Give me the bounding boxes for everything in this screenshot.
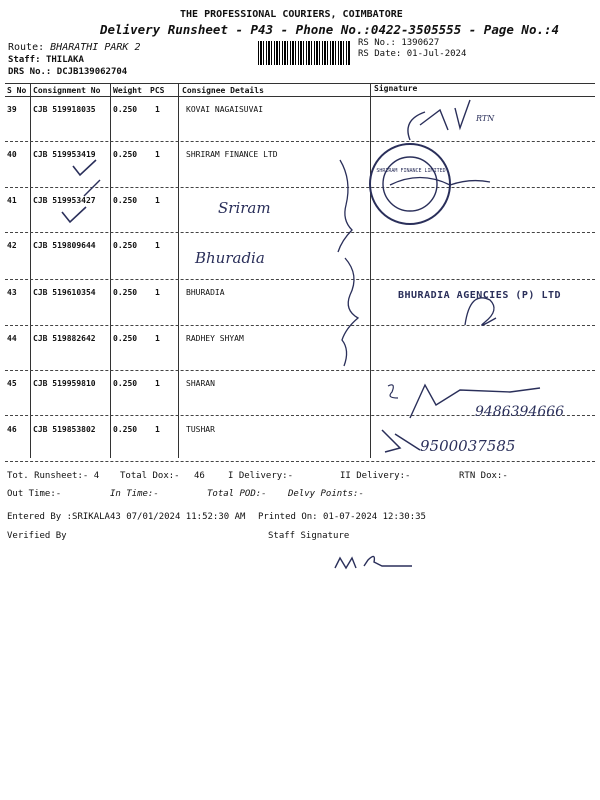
cell-consignee: TUSHAR [186, 425, 215, 434]
route-value: BHARATHI PARK 2 [50, 42, 141, 53]
total-dox-label: Total Dox:- [120, 471, 180, 481]
cell-consignment: CJB 519953419 [33, 150, 96, 159]
signature-scribble [382, 430, 420, 452]
staff-label: Staff: [8, 55, 41, 65]
cell-sno: 43 [7, 288, 17, 297]
handwritten-bhuradia: Bhuradia [195, 249, 265, 267]
rtn-dox: RTN Dox:- [459, 471, 508, 481]
cell-sno: 42 [7, 241, 17, 250]
cell-sno: 45 [7, 379, 17, 388]
cell-weight: 0.250 [113, 288, 138, 297]
cell-consignment: CJB 519918035 [33, 105, 96, 114]
rs-date: RS Date: 01-Jul-2024 [358, 49, 467, 59]
tick-mark [62, 207, 86, 222]
cell-consignment: CJB 519610354 [33, 288, 96, 297]
cell-sno: 40 [7, 150, 17, 159]
staff-value: THILAKA [45, 55, 84, 65]
cell-pcs: 1 [155, 425, 160, 434]
cell-pcs: 1 [155, 241, 160, 250]
cell-pcs: 1 [155, 196, 160, 205]
cell-weight: 0.250 [113, 150, 138, 159]
staff-signature-scribble [335, 556, 412, 568]
cell-consignee: BHURADIA [186, 288, 225, 297]
cell-consignee: SHRIRAM FINANCE LTD [186, 150, 278, 159]
col-header-sno: S No [7, 86, 27, 95]
cell-weight: 0.250 [113, 105, 138, 114]
cell-sno: 46 [7, 425, 17, 434]
col-header-consignee: Consignee Details [182, 86, 264, 95]
cell-consignment: CJB 519959810 [33, 379, 96, 388]
brace-mark [342, 258, 358, 366]
drs-label: DRS No.: [8, 67, 52, 77]
cell-weight: 0.250 [113, 334, 138, 343]
verified-by: Verified By [7, 531, 67, 541]
staff-signature-label: Staff Signature [268, 531, 350, 541]
cell-pcs: 1 [155, 334, 160, 343]
company-stamp [370, 144, 450, 224]
cell-consignee: RADHEY SHYAM [186, 334, 244, 343]
col-header-weight: Weight [113, 86, 142, 95]
cell-consignee: SHARAN [186, 379, 215, 388]
agency-stamp-text: BHURADIA AGENCIES (P) LTD [398, 290, 562, 301]
signature-scribble [465, 298, 496, 325]
out-time: Out Time:- [7, 489, 62, 499]
signature-scribble [388, 385, 398, 398]
cell-sno: 44 [7, 334, 17, 343]
company-name: THE PROFESSIONAL COURIERS, COIMBATORE [180, 9, 403, 20]
col-header-pcs: PCS [150, 86, 165, 95]
cell-pcs: 1 [155, 288, 160, 297]
i-delivery: I Delivery:- [228, 471, 294, 481]
total-pod: Total POD:- [207, 489, 267, 499]
cell-consignment: CJB 519953427 [33, 196, 96, 205]
handwritten-sriram: Sriram [218, 199, 271, 217]
rs-number: RS No.: 1390627 [358, 38, 440, 48]
printed-on: Printed On: 01-07-2024 12:30:35 [258, 512, 426, 522]
cell-consignee: KOVAI NAGAISUVAI [186, 105, 264, 114]
runsheet-title: Delivery Runsheet - P43 - Phone No.:0422-3505555 - Page No.:4 [100, 22, 560, 37]
tick-mark [84, 180, 100, 196]
cell-weight: 0.250 [113, 379, 138, 388]
col-header-consignment: Consignment No [33, 86, 101, 95]
total-dox-value: 46 [194, 471, 205, 481]
handwritten-phone-1: 9486394666 [475, 404, 565, 420]
route-label: Route: [8, 42, 45, 53]
tick-mark [73, 160, 96, 175]
cell-sno: 41 [7, 196, 17, 205]
cell-consignment: CJB 519809644 [33, 241, 96, 250]
signature-scribble [408, 100, 470, 140]
handwritten-rtn: RTN [476, 114, 495, 123]
stamp-text: SHRIRAM FINANCE LIMITED [376, 168, 446, 174]
cell-sno: 39 [7, 105, 17, 114]
col-header-signature: Signature [374, 84, 418, 93]
tot-runsheet: Tot. Runsheet:- 4 [7, 471, 100, 481]
cell-weight: 0.250 [113, 425, 138, 434]
cell-weight: 0.250 [113, 241, 138, 250]
cell-weight: 0.250 [113, 196, 138, 205]
cell-pcs: 1 [155, 379, 160, 388]
ii-delivery: II Delivery:- [340, 471, 411, 481]
brace-mark [338, 160, 352, 252]
signature-scribble [390, 178, 490, 186]
cell-consignment: CJB 519853802 [33, 425, 96, 434]
cell-consignment: CJB 519882642 [33, 334, 96, 343]
cell-pcs: 1 [155, 105, 160, 114]
handwritten-phone-2: 9500037585 [420, 437, 516, 455]
in-time: In Time:- [110, 489, 159, 499]
drs-value: DCJB139062704 [56, 67, 128, 77]
entered-by: Entered By :SRIKALA43 07/01/2024 11:52:30 AM [7, 512, 246, 522]
cell-pcs: 1 [155, 150, 160, 159]
delvy-points: Delvy Points:- [288, 489, 364, 499]
